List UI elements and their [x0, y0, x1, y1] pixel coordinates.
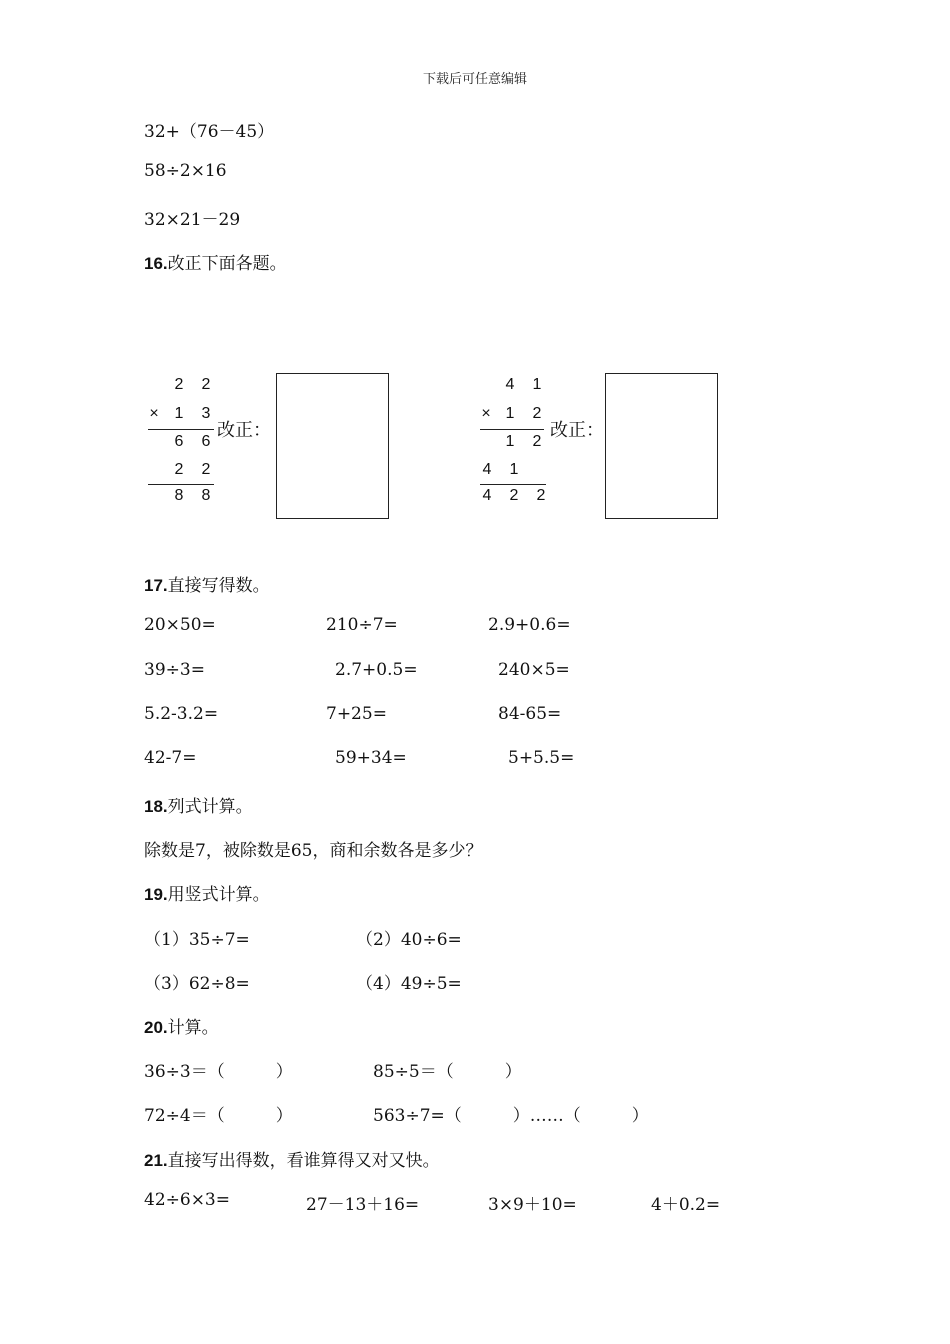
- digit: 1: [174, 405, 184, 422]
- division-item: （4）49÷5=: [356, 974, 462, 994]
- arithmetic-item: 5.2-3.2=: [144, 704, 219, 724]
- arithmetic-item: 59+34=: [335, 748, 407, 768]
- question-number: 19.: [144, 885, 168, 904]
- question-text: 计算。: [167, 1018, 219, 1038]
- page-header: 下载后可任意编辑: [422, 72, 527, 87]
- digit: 1: [505, 433, 515, 450]
- question-text: 直接写得数。: [167, 576, 270, 596]
- division-item: （2）40÷6=: [356, 930, 462, 950]
- question-text: 用竖式计算。: [167, 885, 270, 905]
- digit: 8: [174, 487, 184, 504]
- arithmetic-item: 240×5=: [498, 660, 570, 680]
- expression-line: 32+（76－45）: [144, 122, 275, 142]
- arithmetic-item: 3×9＋10=: [488, 1195, 577, 1215]
- digit: 2: [536, 487, 546, 504]
- question-number: 21.: [144, 1151, 168, 1170]
- multiply-sign: ×: [481, 405, 491, 422]
- arithmetic-item: 2.9+0.6=: [488, 615, 571, 635]
- arithmetic-item: 42-7=: [144, 748, 197, 768]
- fill-in-item: 36÷3＝（ ）: [144, 1062, 293, 1082]
- calc-rule: [148, 429, 214, 430]
- digit: 4: [505, 376, 515, 393]
- digit: 8: [201, 487, 211, 504]
- arithmetic-item: 39÷3=: [144, 660, 205, 680]
- division-item: （1）35÷7=: [144, 930, 250, 950]
- arithmetic-item: 5+5.5=: [508, 748, 575, 768]
- digit: 6: [201, 433, 211, 450]
- digit: 2: [532, 433, 542, 450]
- expression-line: 58÷2×16: [144, 161, 227, 181]
- question-21-title: [144, 1146, 440, 1171]
- digit: 6: [174, 433, 184, 450]
- digit: 2: [201, 461, 211, 478]
- fill-in-item: 72÷4＝（ ）: [144, 1106, 293, 1126]
- digit: 3: [201, 405, 211, 422]
- digit: 1: [509, 461, 519, 478]
- digit: 4: [482, 461, 492, 478]
- word-problem: 除数是7，被除数是65，商和余数各是多少？: [144, 841, 483, 861]
- question-number: 20.: [144, 1018, 168, 1037]
- arithmetic-item: 7+25=: [326, 704, 387, 724]
- calc-rule: [480, 484, 546, 485]
- expression-line: 32×21－29: [144, 210, 241, 230]
- digit: 2: [532, 405, 542, 422]
- arithmetic-item: 4＋0.2=: [651, 1195, 721, 1215]
- fill-in-item: 85÷5＝（ ）: [373, 1062, 522, 1082]
- question-number: 17.: [144, 576, 168, 595]
- digit: 2: [201, 376, 211, 393]
- question-16-title: [144, 249, 287, 274]
- question-text: 直接写出得数，看谁算得又对又快。: [167, 1151, 440, 1171]
- question-18-title: [144, 792, 253, 817]
- digit: 2: [509, 487, 519, 504]
- correction-label: 改正：: [217, 420, 271, 441]
- division-item: （3）62÷8=: [144, 974, 250, 994]
- question-17-title: [144, 571, 270, 596]
- digit: 2: [174, 461, 184, 478]
- question-text: 列式计算。: [167, 797, 253, 817]
- arithmetic-item: 20×50=: [144, 615, 216, 635]
- fill-in-item: 563÷7=（ ）……（ ）: [373, 1106, 649, 1126]
- arithmetic-item: 27－13＋16=: [306, 1195, 420, 1215]
- calc-rule: [480, 429, 544, 430]
- calc-rule: [148, 484, 214, 485]
- multiply-sign: ×: [149, 405, 159, 422]
- arithmetic-item: 42÷6×3=: [144, 1190, 230, 1210]
- arithmetic-item: 84-65=: [498, 704, 562, 724]
- digit: 1: [505, 405, 515, 422]
- correction-answer-box[interactable]: [276, 373, 389, 519]
- correction-answer-box[interactable]: [605, 373, 718, 519]
- question-number: 18.: [144, 797, 168, 816]
- digit: 1: [532, 376, 542, 393]
- question-text: 改正下面各题。: [167, 254, 287, 274]
- question-19-title: [144, 880, 270, 905]
- question-number: 16.: [144, 254, 168, 273]
- correction-label: 改正：: [550, 420, 604, 441]
- arithmetic-item: 2.7+0.5=: [335, 660, 418, 680]
- question-20-title: [144, 1013, 219, 1038]
- digit: 2: [174, 376, 184, 393]
- digit: 4: [482, 487, 492, 504]
- arithmetic-item: 210÷7=: [326, 615, 398, 635]
